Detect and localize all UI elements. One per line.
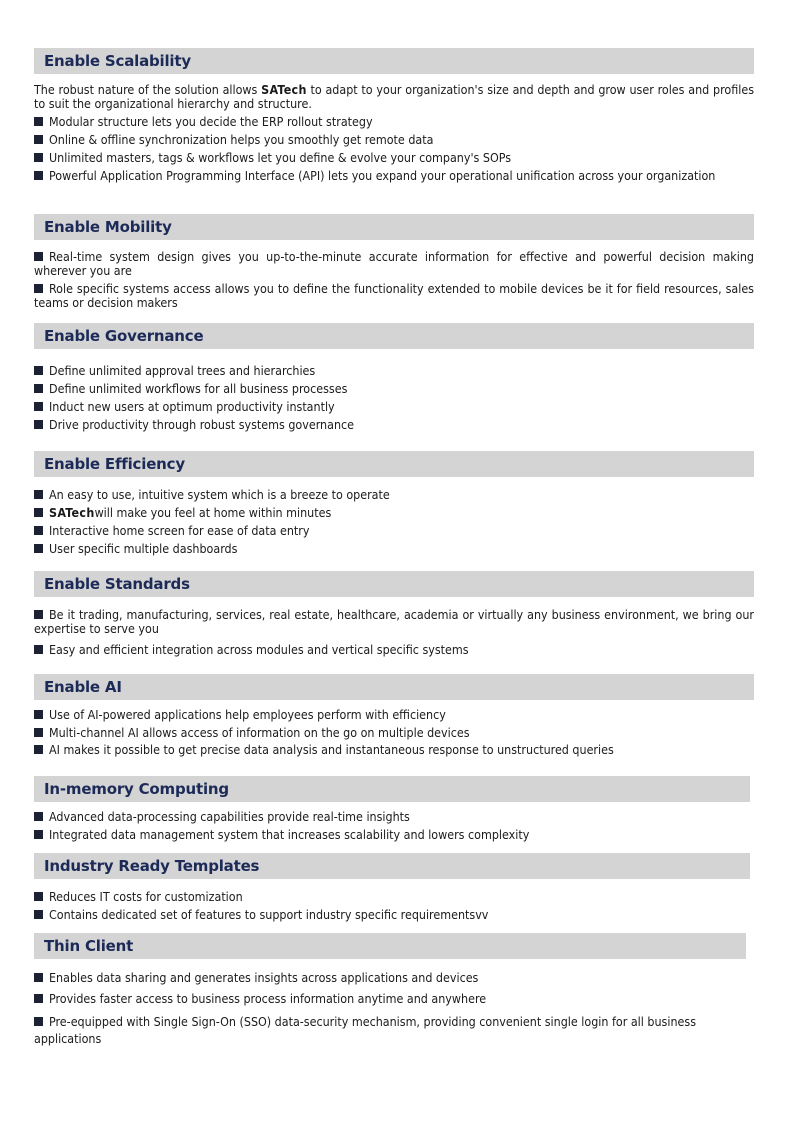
list-item: Advanced data-processing capabilities provide real-time insights [34, 810, 754, 824]
list-item: Induct new users at optimum productivity instantly [34, 400, 754, 414]
bullet-icon [34, 544, 43, 553]
list-item: Role specific systems access allows you to define the functionality extended to mobile devices be it for field resources, sales teams or decision makers [34, 281, 754, 310]
bullet-icon [34, 645, 43, 654]
bullet-icon [34, 728, 43, 737]
list-item: Enables data sharing and generates insights across applications and devices [34, 971, 754, 985]
bullet-icon [34, 384, 43, 393]
bullet-icon [34, 490, 43, 499]
list-item: Real-time system design gives you up-to-the-minute accurate information for effective and powerful decision making wherever you are [34, 249, 754, 278]
list-item: AI makes it possible to get precise data analysis and instantaneous response to unstructured queries [34, 743, 754, 757]
list-item: User specific multiple dashboards [34, 542, 754, 556]
bullet-icon [34, 830, 43, 839]
list-item: Reduces IT costs for customization [34, 890, 754, 904]
list-item: Contains dedicated set of features to support industry specific requirementsvv [34, 908, 754, 922]
section-header-governance: Enable Governance [34, 323, 754, 349]
section-header-efficiency: Enable Efficiency [34, 451, 754, 477]
bullet-icon [34, 526, 43, 535]
bullet-icon [34, 252, 43, 261]
list-item: Pre-equipped with Single Sign-On (SSO) data-security mechanism, providing convenient single login for all business applications [34, 1014, 697, 1046]
paragraph: The robust nature of the solution allows SATech to adapt to your organization's size and depth and grow user roles and profiles to suit the organizational hierarchy and structure. [34, 82, 754, 111]
bullet-icon [34, 420, 43, 429]
list-item: Drive productivity through robust systems governance [34, 418, 754, 432]
bullet-icon [34, 402, 43, 411]
bullet-icon [34, 284, 43, 293]
list-item: Multi-channel AI allows access of information on the go on multiple devices [34, 726, 754, 740]
bullet-icon [34, 812, 43, 821]
bullet-icon [34, 1017, 43, 1026]
list-item: Online & offline synchronization helps you smoothly get remote data [34, 133, 754, 147]
section-header-mobility: Enable Mobility [34, 214, 754, 240]
section-header-scalability: Enable Scalability [34, 48, 754, 74]
bullet-icon [34, 994, 43, 1003]
bullet-icon [34, 171, 43, 180]
bullet-icon [34, 153, 43, 162]
section-header-thin-client: Thin Client [34, 933, 746, 959]
bullet-icon [34, 973, 43, 982]
bullet-icon [34, 745, 43, 754]
section-header-in-memory: In-memory Computing [34, 776, 750, 802]
list-item: Powerful Application Programming Interface (API) lets you expand your operational unification across your organization [34, 169, 754, 183]
list-item: Integrated data management system that increases scalability and lowers complexity [34, 828, 754, 842]
list-item: Define unlimited approval trees and hierarchies [34, 364, 754, 378]
section-header-ai: Enable AI [34, 674, 754, 700]
bullet-icon [34, 117, 43, 126]
list-item: Unlimited masters, tags & workflows let you define & evolve your company's SOPs [34, 151, 754, 165]
list-item: Define unlimited workflows for all business processes [34, 382, 754, 396]
section-header-templates: Industry Ready Templates [34, 853, 750, 879]
bullet-icon [34, 892, 43, 901]
section-header-standards: Enable Standards [34, 571, 754, 597]
list-item: Modular structure lets you decide the ERP rollout strategy [34, 115, 754, 129]
list-item: Use of AI-powered applications help employees perform with efficiency [34, 708, 754, 722]
list-item: SATechwill make you feel at home within minutes [34, 506, 754, 520]
bullet-icon [34, 710, 43, 719]
list-item: Easy and efficient integration across modules and vertical specific systems [34, 643, 754, 657]
list-item: Interactive home screen for ease of data entry [34, 524, 754, 538]
bullet-icon [34, 508, 43, 517]
bullet-icon [34, 366, 43, 375]
bullet-icon [34, 910, 43, 919]
bullet-icon [34, 135, 43, 144]
list-item: Provides faster access to business process information anytime and anywhere [34, 992, 754, 1006]
list-item: An easy to use, intuitive system which is a breeze to operate [34, 488, 754, 502]
list-item: Be it trading, manufacturing, services, real estate, healthcare, academia or virtually any business environment, we bring our expertise to serve you [34, 607, 754, 636]
bullet-icon [34, 610, 43, 619]
